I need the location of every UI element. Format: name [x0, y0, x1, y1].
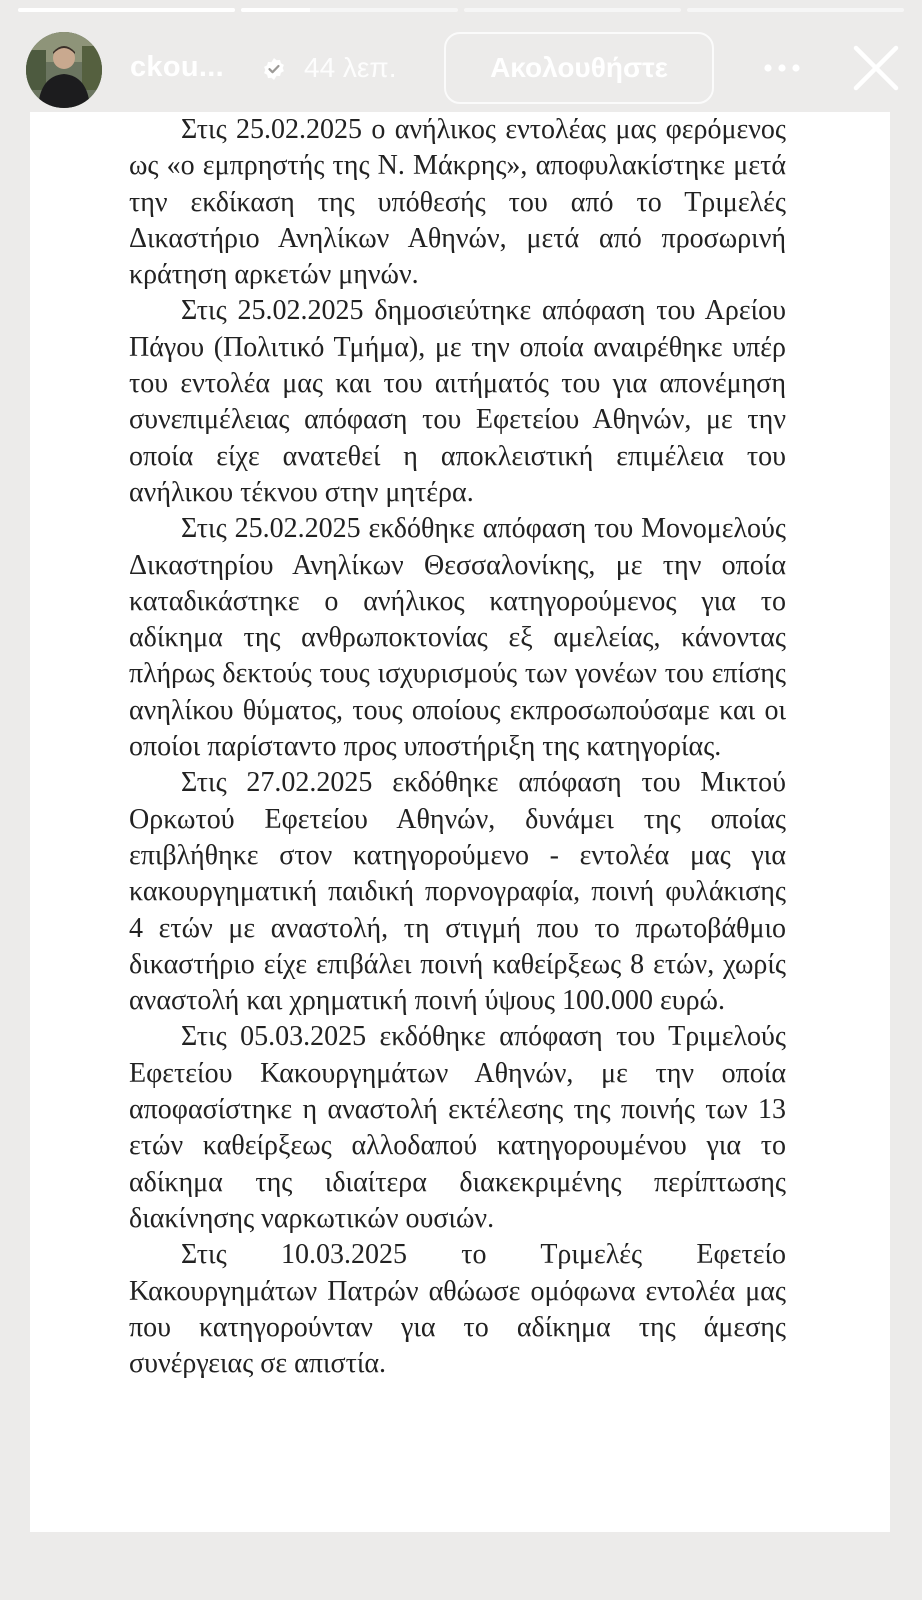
close-icon[interactable] — [850, 42, 902, 94]
story-segment — [687, 8, 904, 12]
paragraph: Στις 05.03.2025 εκδόθηκε απόφαση του Τριμελούς Εφετείου Κακουργημάτων Αθηνών, με την οποία αποφασίστηκε η αναστολή εκτέλεσης της ποινής των 13 ετών καθείρξεως αλλοδαπού κατηγορουμένου για το αδίκημα της ιδιαίτερα διακεκριμένης περίπτωσης διακίνησης ναρκωτικών ουσιών. — [129, 1021, 786, 1234]
verified-badge-icon — [262, 57, 286, 81]
document-text — [129, 112, 786, 1382]
paragraph: Στις 10.03.2025 το Τριμελές Εφετείο Κακουργημάτων Πατρών αθώωσε ομόφωνα εντολέα μας που κατηγορούνταν για το αδίκημα της άμεσης συνέργειας σε απιστία. — [129, 1239, 786, 1380]
avatar[interactable] — [26, 32, 102, 108]
story-segment — [241, 8, 458, 12]
document-image — [30, 112, 890, 1532]
paragraph: Στις 25.02.2025 εκδόθηκε απόφαση του Μονομελούς Δικαστηρίου Ανηλίκων Θεσσαλονίκης, με την οποία καταδικάστηκε ο ανήλικος κατηγορούμενος για το αδίκημα της ανθρωποκτονίας εξ αμελείας, κάνοντας πλήρως δεκτούς τους ισχυρισμούς των γονέων του επίσης ανηλίκου θύματος, τους οποίους εκπροσωπούσαμε και οι οποίοι παρίσταντο προς υποστήριξη της κατηγορίας. — [129, 513, 786, 763]
paragraph: Στις 25.02.2025 δημοσιεύτηκε απόφαση του Αρείου Πάγου (Πολιτικό Τμήμα), με την οποία αναιρέθηκε υπέρ του εντολέα μας και του αιτήματός του για απονέμηση συνεπιμέλειας απόφαση του Εφετείου Αθηνών, με την οποία είχε ανατεθεί η αποκλειστική επιμέλεια του ανήλικου τέκνου στην μητέρα. — [129, 295, 786, 508]
avatar-photo — [26, 32, 102, 108]
username[interactable]: ckou... — [130, 51, 224, 83]
story-segment — [18, 8, 235, 12]
story-segment-fill — [241, 8, 310, 12]
story-progress-bar — [18, 8, 904, 12]
story-segment — [464, 8, 681, 12]
post-time: 44 λεπ. — [304, 52, 397, 83]
story-header — [0, 28, 922, 112]
more-options-icon[interactable] — [758, 52, 806, 84]
paragraph: Στις 25.02.2025 ο ανήλικος εντολέας μας φερόμενος ως «ο εμπρηστής της Ν. Μάκρης», αποφυλακίστηκε μετά την εκδίκαση της υπόθεσής του από το Τριμελές Δικαστήριο Ανηλίκων Αθηνών, μετά από προσωρινή κράτηση αρκετών μηνών. — [129, 114, 786, 291]
paragraph: Στις 27.02.2025 εκδόθηκε απόφαση του Μικτού Ορκωτού Εφετείου Αθηνών, δυνάμει της οποίας επιβλήθηκε στον κατηγορούμενο - εντολέα μας για κακουργηματική παιδική πορνογραφία, ποινή φυλάκισης 4 ετών με αναστολή, τη στιγμή που το πρωτοβάθμιο δικαστήριο είχε επιβάλει ποινή καθείρξεως 8 ετών, χωρίς αναστολή και χρηματική ποινή ύψους 100.000 ευρώ. — [129, 767, 786, 1017]
follow-button[interactable]: Ακολουθήστε — [444, 32, 714, 104]
story-segment-fill — [18, 8, 235, 12]
